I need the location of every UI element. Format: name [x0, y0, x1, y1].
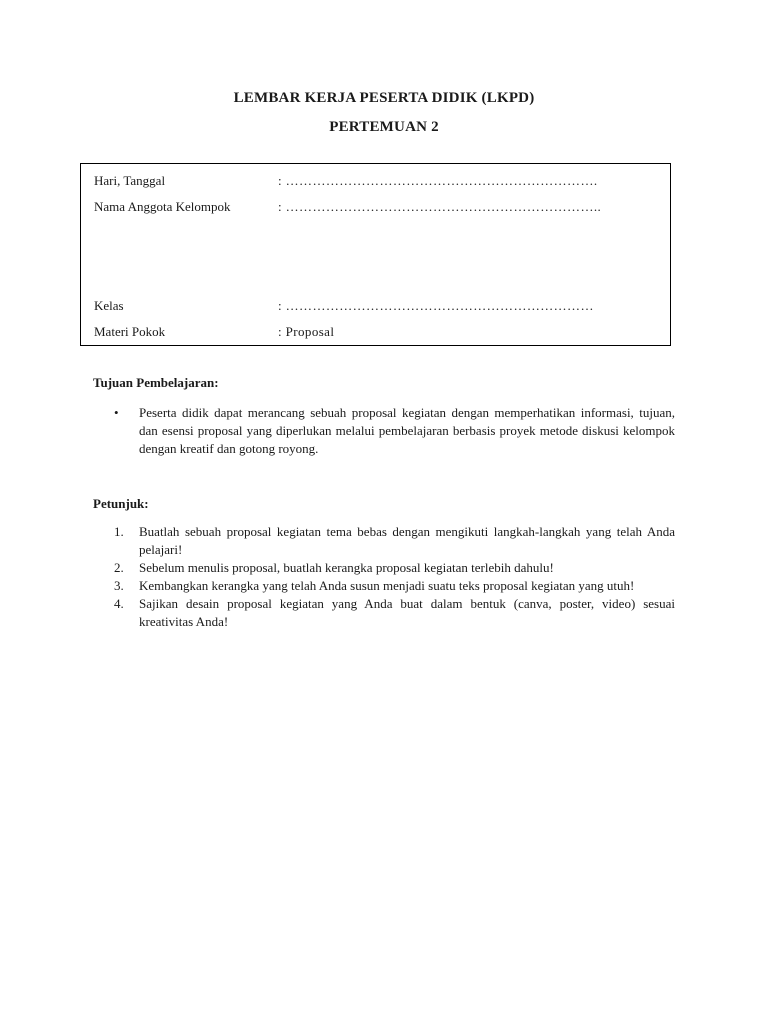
petunjuk-heading: Petunjuk: — [93, 496, 149, 511]
info-row-kelas — [94, 298, 594, 314]
bullet-icon: • — [114, 405, 119, 420]
list-item — [110, 577, 675, 595]
list-item — [110, 404, 675, 458]
document-title: LEMBAR KERJA PESERTA DIDIK (LKPD) — [233, 90, 535, 106]
list-number: 4. — [114, 596, 124, 611]
list-number: 3. — [114, 578, 124, 593]
list-number: 1. — [114, 524, 124, 539]
list-item — [110, 523, 675, 559]
info-row-materi-pokok — [94, 324, 334, 340]
info-label: Hari, Tanggal — [94, 173, 166, 188]
info-label: Nama Anggota Kelompok — [94, 199, 231, 214]
list-number: 2. — [114, 560, 124, 575]
document-subtitle: PERTEMUAN 2 — [329, 119, 439, 135]
info-label: Materi Pokok — [94, 324, 166, 339]
tujuan-list — [110, 404, 675, 458]
tujuan-text: Peserta didik dapat merancang sebuah proposal kegiatan dengan memperhatikan informasi, tujuan, dan esensi proposal yang diperlukan melalui pembelajaran berbasis proyek metode diskusi kelompok dengan kreatif dan gotong royong. — [139, 405, 675, 456]
petunjuk-text: Buatlah sebuah proposal kegiatan tema bebas dengan mengikuti langkah-langkah yang telah Anda pelajari! — [139, 524, 675, 557]
list-item — [110, 559, 675, 577]
info-label: Kelas — [94, 298, 124, 313]
identity-box — [80, 163, 671, 346]
petunjuk-text: Sebelum menulis proposal, buatlah kerangka proposal kegiatan terlebih dahulu! — [139, 560, 554, 575]
info-value: : ……………………………………………………………. — [278, 173, 598, 188]
tujuan-heading: Tujuan Pembelajaran: — [93, 375, 219, 390]
info-row-nama-anggota — [94, 199, 601, 215]
info-row-hari-tanggal — [94, 173, 598, 189]
info-value: : Proposal — [278, 324, 335, 339]
petunjuk-list — [110, 523, 675, 631]
info-value: : …………………………………………………………… — [278, 298, 594, 313]
petunjuk-text: Sajikan desain proposal kegiatan yang Anda buat dalam bentuk (canva, poster, video) sesuai kreativitas Anda! — [139, 596, 675, 629]
list-item — [110, 595, 675, 631]
info-value: : …………………………………………………………….. — [278, 199, 602, 214]
petunjuk-text: Kembangkan kerangka yang telah Anda susun menjadi suatu teks proposal kegiatan yang utuh! — [139, 578, 635, 593]
